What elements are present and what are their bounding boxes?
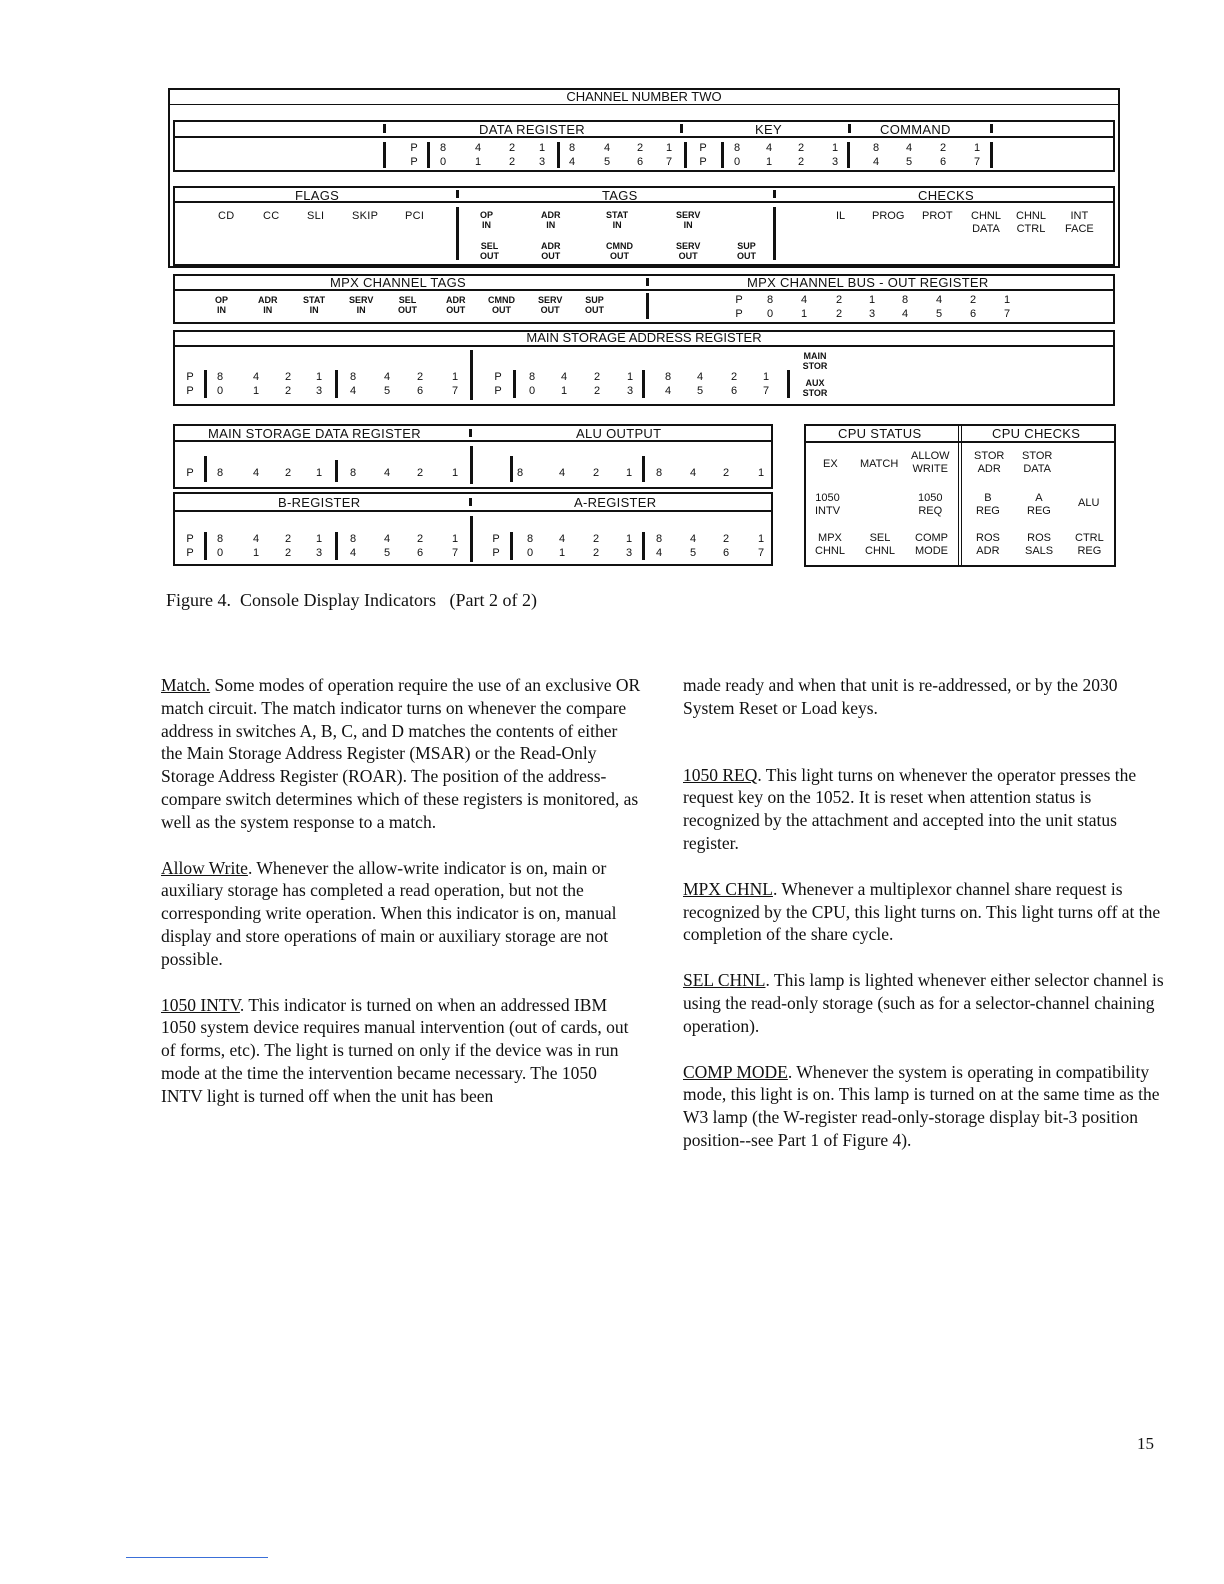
cpu-check-indicator: A REG <box>1027 492 1051 517</box>
bit-label: 2 <box>416 533 424 545</box>
bit-label: 4 <box>560 371 568 383</box>
channel-two-title: CHANNEL NUMBER TWO <box>566 89 722 104</box>
flag-label: PCI <box>405 210 425 222</box>
tags-title: TAGS <box>602 188 638 203</box>
bit-label: 0 <box>216 385 224 397</box>
bit-label: 2 <box>969 294 977 306</box>
bit-label: P <box>492 533 500 545</box>
bit-label: 3 <box>315 385 323 397</box>
bit-label: P <box>699 142 707 154</box>
bit-label: 8 <box>664 371 672 383</box>
cpu-status-indicator: MPX CHNL <box>815 532 845 557</box>
bit-label: 1 <box>625 467 633 479</box>
check-label: CHNL DATA <box>971 210 1001 235</box>
paragraph-heading: 1050 REQ <box>683 764 758 785</box>
cpu-status-title: CPU STATUS <box>838 426 922 441</box>
bit-label: 8 <box>872 142 880 154</box>
mpx-tag-label: SUP OUT <box>585 295 604 315</box>
bit-label: 4 <box>568 156 576 168</box>
bit-label: 1 <box>762 371 770 383</box>
bit-label: P <box>186 371 194 383</box>
bit-label: 8 <box>349 533 357 545</box>
tag-label: ADR OUT <box>541 241 561 261</box>
mpx-tag-label: OP IN <box>215 295 229 315</box>
right-paragraph: SEL CHNL. This lamp is lighted whenever either selector channel is using the read-only storage (such as for a selector-channel chaining operation). <box>683 970 1164 1036</box>
bit-label: 2 <box>284 547 292 559</box>
bit-label: 5 <box>603 156 611 168</box>
alu-title: ALU OUTPUT <box>576 426 662 441</box>
tag-label: SERV IN <box>676 210 701 230</box>
bit-label: P <box>494 371 502 383</box>
bit-label: 4 <box>872 156 880 168</box>
figure-caption: Figure 4. Console Display Indicators (Part 2 of 2) <box>166 590 537 610</box>
bit-label: 1 <box>315 533 323 545</box>
bit-label: 7 <box>665 156 673 168</box>
paragraph-heading: COMP MODE <box>683 1061 788 1082</box>
tag-label: CMND OUT <box>606 241 633 261</box>
left-column <box>161 674 641 1131</box>
bit-label: 0 <box>733 156 741 168</box>
bit-label: 8 <box>349 371 357 383</box>
right-paragraph: 1050 REQ. This light turns on whenever the operator presses the request key on the 1052. It is reset when attention status is recognized by the attachment and accepted into the unit status register. <box>683 764 1137 853</box>
bit-label: 8 <box>216 371 224 383</box>
bit-label: 8 <box>655 533 663 545</box>
bit-label: P <box>186 547 194 559</box>
right-paragraph: MPX CHNL. Whenever a multiplexor channel share request is recognized by the CPU, this light turns on. This light turns off at the completion of the share cycle. <box>683 878 1161 945</box>
paragraph-heading: Allow Write <box>161 857 248 878</box>
cpu-check-indicator: ROS SALS <box>1025 532 1054 557</box>
bit-label: 2 <box>284 371 292 383</box>
bit-label: 6 <box>969 308 977 320</box>
right-column <box>683 674 1169 1175</box>
bit-label: P <box>735 308 743 320</box>
bit-label: 7 <box>762 385 770 397</box>
bit-label: 4 <box>383 371 391 383</box>
bit-label: 8 <box>516 467 524 479</box>
paragraph-heading: MPX CHNL <box>683 878 773 899</box>
cpu-check-indicator: ALU <box>1078 497 1100 509</box>
msar-title: MAIN STORAGE ADDRESS REGISTER <box>526 330 762 345</box>
bit-label: 8 <box>526 533 534 545</box>
bit-label: 8 <box>568 142 576 154</box>
bit-label: 1 <box>973 142 981 154</box>
bit-label: 7 <box>973 156 981 168</box>
check-label: PROT <box>922 210 953 222</box>
mpx-tag-label: ADR OUT <box>446 295 466 315</box>
cpu-status-indicator: MATCH <box>860 458 899 470</box>
tag-label: SERV OUT <box>676 241 701 261</box>
left-paragraph: Match. Some modes of operation require the use of an exclusive OR match circuit. The match indicator turns on whenever the compare address in switches A, B, C, and D matches the contents of either the Main Storage Address Register (MSAR) or the Read-Only Storage Address Register (ROAR). The position of the address-compare switch determines which of these registers is monitored, as well as the system response to a match. <box>161 675 641 832</box>
bit-label: 3 <box>315 547 323 559</box>
bit-label: 3 <box>868 308 876 320</box>
cpu-status-indicator: EX <box>823 458 838 470</box>
cpu-check-indicator: STOR ADR <box>974 450 1005 475</box>
flag-label: CC <box>263 210 280 222</box>
msdr-title: MAIN STORAGE DATA REGISTER <box>208 426 421 441</box>
bit-label: 1 <box>765 156 773 168</box>
bit-label: 4 <box>935 294 943 306</box>
bit-label: 1 <box>625 533 633 545</box>
flag-label: SLI <box>307 210 325 222</box>
bit-label: 4 <box>689 467 697 479</box>
cpu-check-indicator: ROS ADR <box>976 532 1000 557</box>
paragraph-heading: 1050 INTV <box>161 994 240 1015</box>
bit-label: P <box>699 156 707 168</box>
bit-label: 2 <box>416 371 424 383</box>
bit-label: 6 <box>722 547 730 559</box>
bit-label: 5 <box>383 547 391 559</box>
bit-label: 6 <box>939 156 947 168</box>
bit-label: 8 <box>901 294 909 306</box>
bit-label: 1 <box>868 294 876 306</box>
checks-title: CHECKS <box>918 188 974 203</box>
bit-label: 7 <box>451 547 459 559</box>
check-label: PROG <box>872 210 905 222</box>
bit-label: 4 <box>901 308 909 320</box>
tag-label: OP IN <box>480 210 494 230</box>
bit-label: 2 <box>508 156 516 168</box>
mpx-tag-label: SEL OUT <box>398 295 417 315</box>
bit-label: 8 <box>655 467 663 479</box>
bit-label: 4 <box>800 294 808 306</box>
bit-label: P <box>186 467 194 479</box>
data-register-title: DATA REGISTER <box>479 122 585 137</box>
bit-label: 0 <box>526 547 534 559</box>
bit-label: 2 <box>593 385 601 397</box>
bit-label: 7 <box>757 547 765 559</box>
bit-label: 7 <box>1003 308 1011 320</box>
bit-label: 1 <box>451 533 459 545</box>
bit-label: 4 <box>383 467 391 479</box>
bit-label: 2 <box>797 156 805 168</box>
bit-label: 1 <box>626 371 634 383</box>
bit-label: 8 <box>766 294 774 306</box>
cpu-status-indicator: 1050 REQ <box>918 492 943 517</box>
right-paragraph: COMP MODE. Whenever the system is operating in compatibility mode, this light is on. This lamp is turned on at the same time as the W3 lamp (the W-register read-only-storage display bit-3 position position--see Part 1 of Figure 4). <box>683 1061 1160 1150</box>
right-paragraph: made ready and when that unit is re-addressed, or by the 2030 System Reset or Load keys. <box>683 675 1118 718</box>
bit-label: 1 <box>252 547 260 559</box>
cpu-check-indicator: B REG <box>976 492 1000 517</box>
bit-label: 0 <box>766 308 774 320</box>
bit-label: 2 <box>284 385 292 397</box>
bit-label: 3 <box>538 156 546 168</box>
bit-label: 8 <box>528 371 536 383</box>
mpx-tag-label: STAT IN <box>303 295 326 315</box>
bit-label: 4 <box>664 385 672 397</box>
bit-label: 1 <box>252 385 260 397</box>
bit-label: 4 <box>252 533 260 545</box>
bit-label: 1 <box>451 467 459 479</box>
bit-label: 6 <box>636 156 644 168</box>
bit-label: 1 <box>831 142 839 154</box>
bit-label: 2 <box>797 142 805 154</box>
bit-label: 4 <box>689 533 697 545</box>
mpx-tag-label: SERV IN <box>349 295 374 315</box>
main-stor-label: MAIN STOR <box>802 351 828 371</box>
bit-label: 2 <box>284 533 292 545</box>
mpx-tags-title: MPX CHANNEL TAGS <box>330 275 467 290</box>
bit-label: 4 <box>383 533 391 545</box>
page-number: 15 <box>1137 1434 1154 1453</box>
cpu-check-indicator: CTRL REG <box>1075 532 1104 557</box>
tag-label: STAT IN <box>606 210 629 230</box>
bit-label: 2 <box>416 467 424 479</box>
bit-label: 2 <box>722 533 730 545</box>
bit-label: 5 <box>905 156 913 168</box>
bit-label: P <box>186 385 194 397</box>
bit-label: 1 <box>315 467 323 479</box>
mpx-tag-label: ADR IN <box>258 295 278 315</box>
bit-label: 1 <box>757 533 765 545</box>
bit-label: 1 <box>1003 294 1011 306</box>
bit-label: 4 <box>603 142 611 154</box>
bit-label: 7 <box>451 385 459 397</box>
a-register-title: A-REGISTER <box>574 495 657 510</box>
bit-label: P <box>410 142 418 154</box>
bit-label: 4 <box>558 533 566 545</box>
cpu-status-indicator: 1050 INTV <box>815 492 841 517</box>
bit-label: 8 <box>216 533 224 545</box>
cpu-status-indicator: SEL CHNL <box>865 532 895 557</box>
bit-label: 1 <box>538 142 546 154</box>
bit-label: 3 <box>626 385 634 397</box>
left-paragraph: Allow Write. Whenever the allow-write indicator is on, main or auxiliary storage has completed a read operation, but not the corresponding write operation. When this indicator is on, manual display and store operations of main or auxiliary storage are not possible. <box>161 857 617 969</box>
bit-label: 4 <box>655 547 663 559</box>
bit-label: P <box>494 385 502 397</box>
mpx-tag-label: CMND OUT <box>488 295 515 315</box>
left-paragraph: 1050 INTV. This indicator is turned on when an addressed IBM 1050 system device requires manual intervention (out of cards, out of forms, etc). The light is turned on only if the device was in run mode at the time the intervention became necessary. The 1050 INTV light is turned off when the unit has been <box>161 994 629 1106</box>
tag-label: SEL OUT <box>480 241 499 261</box>
bit-label: 1 <box>800 308 808 320</box>
bit-label: 5 <box>935 308 943 320</box>
bit-label: 2 <box>722 467 730 479</box>
bit-label: P <box>186 533 194 545</box>
bit-label: P <box>492 547 500 559</box>
bit-label: 0 <box>528 385 536 397</box>
bit-label: 2 <box>592 467 600 479</box>
bit-label: 3 <box>625 547 633 559</box>
cpu-check-indicator: STOR DATA <box>1022 450 1053 475</box>
bit-label: 2 <box>592 533 600 545</box>
paragraph-heading: Match. <box>161 675 211 695</box>
bit-label: 0 <box>216 547 224 559</box>
bit-label: 1 <box>558 547 566 559</box>
bit-label: 5 <box>383 385 391 397</box>
bit-label: 4 <box>474 142 482 154</box>
bit-label: 1 <box>451 371 459 383</box>
bit-label: 4 <box>765 142 773 154</box>
flags-title: FLAGS <box>295 188 340 203</box>
bit-label: 2 <box>284 467 292 479</box>
bit-label: 8 <box>439 142 447 154</box>
b-a-register-block <box>173 492 773 566</box>
paragraph-heading: SEL CHNL <box>683 970 766 991</box>
bit-label: 8 <box>349 467 357 479</box>
bit-label: 1 <box>315 371 323 383</box>
bit-label: 8 <box>733 142 741 154</box>
aux-stor-label: AUX STOR <box>802 378 828 398</box>
bit-label: 2 <box>939 142 947 154</box>
cpu-checks-title: CPU CHECKS <box>992 426 1081 441</box>
tag-label: SUP OUT <box>737 241 756 261</box>
bit-label: 1 <box>474 156 482 168</box>
bit-label: 6 <box>730 385 738 397</box>
tag-label: ADR IN <box>541 210 561 230</box>
b-register-title: B-REGISTER <box>278 495 361 510</box>
bit-label: 2 <box>636 142 644 154</box>
bit-label: 4 <box>252 371 260 383</box>
footer-rule <box>126 1557 268 1558</box>
bit-label: 1 <box>665 142 673 154</box>
bit-label: 8 <box>216 467 224 479</box>
bit-label: 4 <box>349 385 357 397</box>
bit-label: 2 <box>835 294 843 306</box>
bit-label: P <box>735 294 743 306</box>
bit-label: 2 <box>508 142 516 154</box>
bit-label: 0 <box>439 156 447 168</box>
bit-label: 4 <box>696 371 704 383</box>
cpu-status-indicator: ALLOW WRITE <box>911 450 950 475</box>
bit-label: 6 <box>416 547 424 559</box>
mpx-bus-title: MPX CHANNEL BUS - OUT REGISTER <box>747 275 989 290</box>
bit-label: 4 <box>349 547 357 559</box>
check-label: INT FACE <box>1065 210 1094 235</box>
bit-label: 1 <box>757 467 765 479</box>
mpx-tag-label: SERV OUT <box>538 295 563 315</box>
bit-label: 1 <box>560 385 568 397</box>
flag-label: SKIP <box>352 210 379 222</box>
bit-label: 4 <box>252 467 260 479</box>
bit-label: 2 <box>592 547 600 559</box>
key-title: KEY <box>755 122 782 137</box>
bit-label: 3 <box>831 156 839 168</box>
cpu-status-indicator: COMP MODE <box>915 532 948 557</box>
bit-label: 4 <box>558 467 566 479</box>
bit-label: 5 <box>696 385 704 397</box>
check-label: IL <box>836 210 846 222</box>
flag-label: CD <box>218 210 235 222</box>
bit-label: 2 <box>593 371 601 383</box>
bit-label: 2 <box>835 308 843 320</box>
bit-label: 4 <box>905 142 913 154</box>
bit-label: P <box>410 156 418 168</box>
bit-label: 6 <box>416 385 424 397</box>
check-label: CHNL CTRL <box>1016 210 1046 235</box>
command-title: COMMAND <box>880 122 951 137</box>
bit-label: 2 <box>730 371 738 383</box>
bit-label: 5 <box>689 547 697 559</box>
